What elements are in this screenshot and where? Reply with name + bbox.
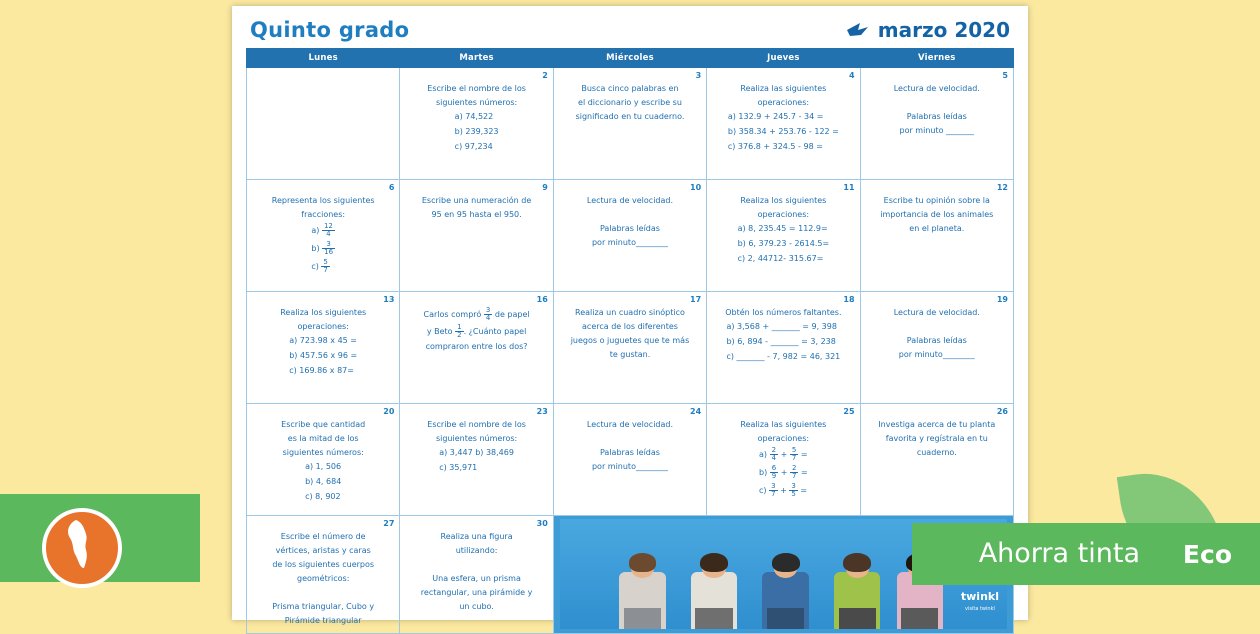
task-text [253, 419, 393, 506]
student-figure [828, 543, 886, 629]
task-list-item: a) 74,522 [454, 112, 494, 121]
task-text [406, 419, 546, 477]
task-list-item: c) 376.8 + 324.5 - 98 = [727, 142, 823, 151]
task-line: en el planeta. [909, 224, 965, 233]
task-line [560, 209, 700, 221]
task-line: operaciones: [297, 322, 349, 331]
task-text [253, 531, 393, 627]
task-list-item: c) 169.86 x 87= [289, 366, 354, 375]
eco-word: Eco [1182, 540, 1232, 569]
task-line: utilizando: [455, 546, 498, 555]
task-line [406, 559, 546, 571]
task-line: Escribe el nombre de los [427, 84, 526, 93]
calendar-week-row [247, 404, 1014, 516]
task-text [560, 419, 700, 473]
calendar-cell-empty [247, 68, 400, 180]
calendar-sheet [232, 6, 1028, 625]
globe-americas-icon [42, 508, 122, 588]
student-lower [839, 608, 876, 629]
month-label: marzo 2020 [877, 18, 1010, 42]
student-lower [624, 608, 661, 629]
task-line: Realiza un cuadro sinóptico [575, 308, 685, 317]
task-list-item: c) 35,971 [439, 463, 478, 472]
task-line: Escribe el nombre de los [427, 420, 526, 429]
calendar-cell-day-10 [553, 180, 706, 292]
day-number: 5 [1002, 71, 1008, 80]
task-line: siguientes números: [282, 448, 364, 457]
day-number: 16 [536, 295, 548, 304]
task-line: operaciones: [757, 98, 810, 107]
calendar-cell-day-13 [247, 292, 400, 404]
task-list-item: a) 132.9 + 245.7 - 34 = [727, 112, 824, 121]
task-line: Escribe una numeración de [421, 196, 532, 205]
day-number: 17 [690, 295, 702, 304]
day-number: 23 [536, 407, 548, 416]
student-lower [901, 608, 938, 629]
task-line: Prisma triangular, Cubo y [272, 602, 375, 611]
day-number: 12 [996, 183, 1008, 192]
day-number: 4 [848, 71, 855, 80]
task-list-item: b) 6, 379.23 - 2614.5= [737, 239, 830, 248]
day-number: 6 [388, 183, 395, 192]
student-lower [767, 608, 804, 629]
task-list-item: c) $\frac{5}{7}$ [311, 258, 328, 274]
task-line: un cubo. [459, 602, 494, 611]
day-number: 30 [536, 519, 548, 528]
task-text [560, 307, 700, 361]
calendar-cell-day-26 [860, 404, 1013, 516]
bird-icon [846, 21, 872, 39]
task-text [867, 195, 1007, 235]
task-list-item: c) 8, 902 [305, 492, 341, 501]
student-figure [613, 543, 671, 629]
task-list-item: a) 723.98 x 45 = [289, 336, 358, 345]
task-list-item: b) $\frac{6}{9}$ + $\frac{2}{7}$ = [759, 464, 808, 480]
task-line: Representa los siguientes [271, 196, 375, 205]
day-number: 9 [542, 183, 548, 192]
task-list-item: a) $\frac{2}{4}$ + $\frac{5}{7}$ = [759, 446, 808, 462]
calendar-cell-day-23 [400, 404, 553, 516]
calendar-cell-day-5 [860, 68, 1013, 180]
task-line: Obtén los números faltantes. [725, 308, 842, 317]
day-number: 11 [843, 183, 855, 192]
task-line: operaciones: [757, 434, 810, 443]
task-list-item: c) $\frac{3}{7}$ + $\frac{3}{5}$ = [759, 482, 808, 498]
task-text [713, 307, 853, 366]
task-list-item: b) 4, 684 [305, 477, 342, 486]
task-line [253, 587, 393, 599]
task-line: Lectura de velocidad. [893, 84, 980, 93]
task-line: te gustan. [609, 350, 651, 359]
task-line: importancia de los animales [880, 210, 994, 219]
task-list [439, 447, 514, 477]
calendar-table [246, 48, 1014, 634]
task-list [728, 111, 839, 156]
task-list [738, 223, 830, 268]
calendar-cell-day-18 [707, 292, 860, 404]
day-number: 18 [843, 295, 855, 304]
task-list-item: c) _______ - 7, 982 = 46, 321 [726, 352, 841, 361]
task-line: siguientes números: [435, 434, 518, 443]
task-line [867, 97, 1007, 109]
task-line: el diccionario y escribe su [578, 98, 682, 107]
student-hair [772, 553, 800, 572]
task-line: Realiza las siguientes [740, 84, 827, 93]
task-line: por minuto________ [591, 238, 668, 247]
task-text [406, 531, 546, 613]
day-number: 20 [383, 407, 395, 416]
day-number: 2 [542, 71, 548, 80]
task-line: significado en tu cuaderno. [575, 112, 685, 121]
weekday-viernes: Viernes [860, 49, 1013, 68]
task-text [713, 419, 853, 501]
calendar-cell-day-30 [400, 516, 553, 634]
task-line: Realiza una figura [440, 532, 513, 541]
student-hair [700, 553, 728, 572]
task-list-item: b) 457.56 x 96 = [289, 351, 358, 360]
calendar-week-row [247, 516, 1014, 634]
task-line: por minuto________ [898, 350, 975, 359]
task-text [713, 195, 853, 268]
day-number: 10 [690, 183, 702, 192]
task-list-item: b) 6, 894 - _______ = 3, 238 [726, 337, 836, 346]
task-line: rectangular, una pirámide y [420, 588, 533, 597]
task-list-item: a) 3,568 + _______ = 9, 398 [726, 322, 837, 331]
calendar-week-row [247, 292, 1014, 404]
task-line: Investiga acerca de tu planta [878, 420, 996, 429]
task-list-item: a) 3,447 b) 38,469 [439, 448, 514, 457]
calendar-week-row [247, 68, 1014, 180]
task-line: fracciones: [301, 210, 346, 219]
sheet-header [246, 18, 1014, 48]
task-line: Escribe tu opinión sobre la [883, 196, 990, 205]
weekday-header-row [247, 49, 1014, 68]
task-line: Lectura de velocidad. [893, 308, 980, 317]
task-list-item: a) $\frac{12}{4}$ [311, 222, 333, 238]
task-line: Busca cinco palabras en [581, 84, 679, 93]
task-list [455, 111, 499, 156]
calendar-cell-day-16 [400, 292, 553, 404]
task-line: Lectura de velocidad. [586, 196, 674, 205]
task-line: operaciones: [757, 210, 810, 219]
task-line [867, 321, 1007, 333]
weekday-lunes: Lunes [247, 49, 400, 68]
task-line: es la mitad de los [287, 434, 359, 443]
task-list [726, 321, 840, 366]
task-line: juegos o juguetes que te más [570, 336, 690, 345]
task-line: 95 en 95 hasta el 950. [431, 210, 522, 219]
task-list-item: a) 1, 506 [305, 462, 342, 471]
task-line: Palabras leídas [599, 224, 660, 233]
task-text [406, 307, 546, 353]
calendar-cell-day-19 [860, 292, 1013, 404]
student-figure [757, 543, 815, 629]
task-list [305, 461, 341, 506]
task-text [253, 195, 393, 277]
task-line: Escribe que cantidad [281, 420, 366, 429]
day-number: 24 [690, 407, 702, 416]
task-line: por minuto________ [591, 462, 668, 471]
task-line: compraron entre los dos? [425, 342, 528, 351]
day-number: 3 [695, 71, 702, 80]
task-text [253, 307, 393, 380]
task-line: Palabras leídas [599, 448, 660, 457]
task-line: por minuto _______ [899, 126, 975, 135]
day-number: 26 [996, 407, 1008, 416]
task-line: cuaderno. [916, 448, 957, 457]
task-line: de los siguientes cuerpos [272, 560, 375, 569]
task-text [867, 419, 1007, 459]
task-line: favorita y regístrala en tu [885, 434, 988, 443]
task-text [406, 195, 546, 221]
eco-text: Ahorra tinta [978, 538, 1140, 569]
task-line: Carlos compró $\frac{3}{4}$ de papel [423, 306, 530, 322]
task-text [560, 195, 700, 249]
task-list [289, 335, 357, 380]
calendar-cell-day-27 [247, 516, 400, 634]
page-title: Quinto grado [250, 18, 410, 42]
weekday-jueves: Jueves [707, 49, 860, 68]
calendar-cell-day-4 [707, 68, 860, 180]
task-text [867, 83, 1007, 137]
task-list-item: b) 239,323 [454, 127, 499, 136]
task-list [311, 223, 335, 277]
task-line: siguientes números: [435, 98, 518, 107]
calendar-cell-day-2 [400, 68, 553, 180]
weekday-martes: Martes [400, 49, 553, 68]
task-line: geométricos: [296, 574, 350, 583]
student-lower [695, 608, 732, 629]
task-line: vértices, aristas y caras [275, 546, 371, 555]
student-hair [629, 553, 657, 572]
calendar-body [247, 68, 1014, 634]
task-line: Palabras leídas [906, 112, 967, 121]
task-list-item: b) $\frac{3}{16}$ [311, 240, 334, 256]
task-line: Realiza las siguientes [740, 420, 827, 429]
task-line: Lectura de velocidad. [586, 420, 674, 429]
task-line: acerca de los diferentes [582, 322, 678, 331]
task-list-item: b) 358.34 + 253.76 - 122 = [727, 127, 839, 136]
day-number: 27 [383, 519, 395, 528]
task-line: y Beto $\frac{1}{2}$ . ¿Cuánto papel [426, 323, 527, 339]
calendar-cell-day-17 [553, 292, 706, 404]
calendar-cell-day-25 [707, 404, 860, 516]
day-number: 25 [843, 407, 855, 416]
calendar-cell-day-9 [400, 180, 553, 292]
task-list [759, 447, 808, 501]
task-line: Palabras leídas [906, 336, 967, 345]
day-number: 13 [383, 295, 395, 304]
task-line: Escribe el número de [280, 532, 366, 541]
task-list-item: c) 97,234 [454, 142, 493, 151]
task-line: Realiza los siguientes [740, 196, 827, 205]
calendar-cell-day-6 [247, 180, 400, 292]
calendar-cell-day-20 [247, 404, 400, 516]
calendar-cell-day-11 [707, 180, 860, 292]
task-list-item: c) 2, 44712- 315.67= [737, 254, 824, 263]
calendar-cell-day-24 [553, 404, 706, 516]
task-line: Una esfera, un prisma [432, 574, 521, 583]
task-text [713, 83, 853, 156]
month-block [846, 18, 1010, 42]
task-text [560, 83, 700, 123]
task-line: Realiza los siguientes [280, 308, 367, 317]
task-text [406, 83, 546, 156]
task-text [867, 307, 1007, 361]
task-line: Pirámide triangular [284, 616, 362, 625]
task-line [560, 433, 700, 445]
calendar-week-row [247, 180, 1014, 292]
twinkl-logo-sub: visita twinkl [965, 605, 995, 612]
task-list-item: a) 8, 235.45 = 112.9= [737, 224, 828, 233]
day-number: 19 [996, 295, 1008, 304]
weekday-miercoles: Miércoles [553, 49, 706, 68]
calendar-cell-day-3 [553, 68, 706, 180]
student-figure [685, 543, 743, 629]
student-hair [843, 553, 871, 572]
calendar-cell-day-12 [860, 180, 1013, 292]
twinkl-logo: twinkl visita twinkl [960, 590, 999, 612]
